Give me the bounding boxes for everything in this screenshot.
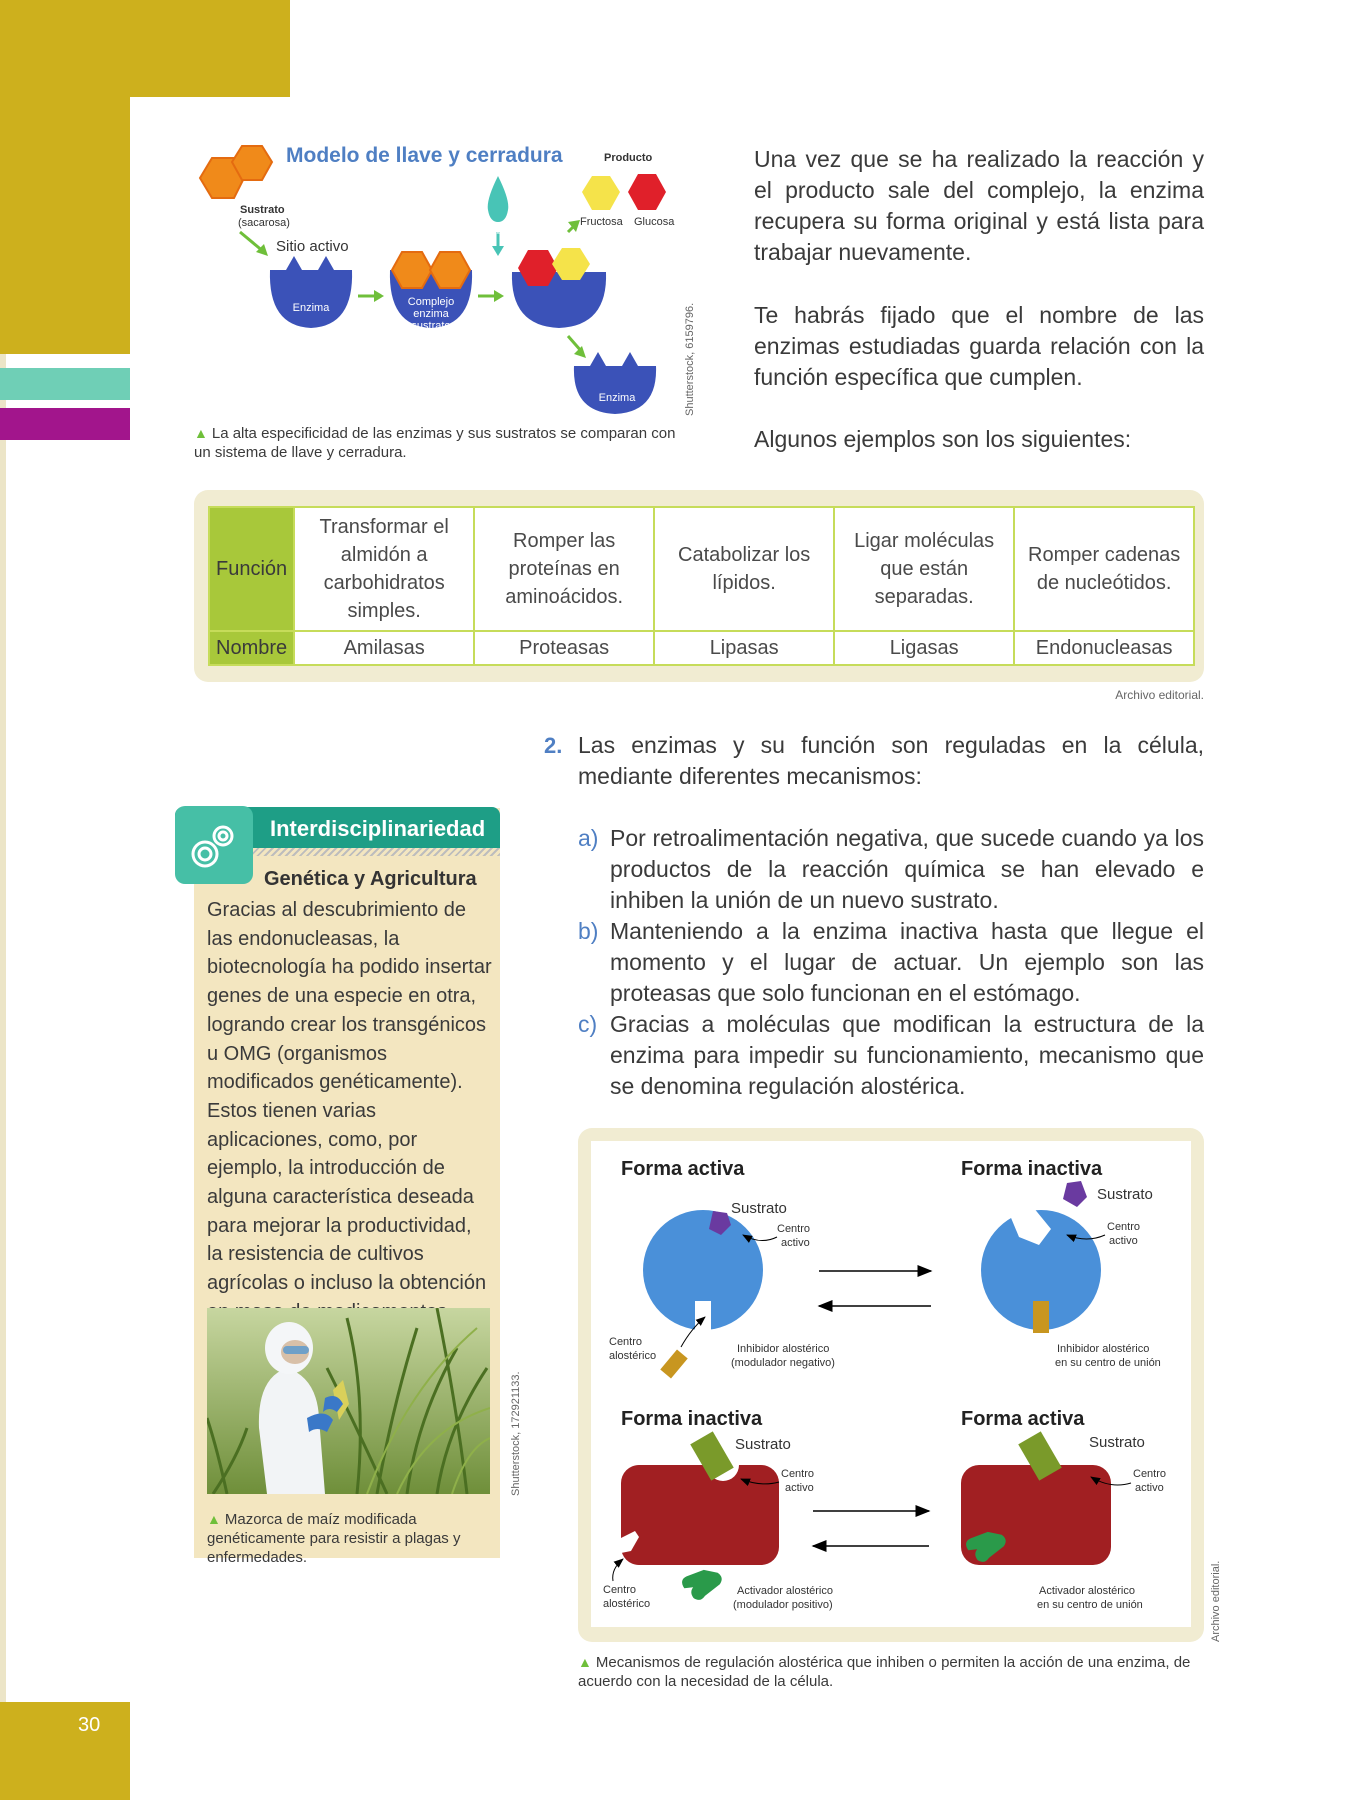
table-cell-function: Transformar el almidón a carbohidratos simples. xyxy=(294,507,474,631)
label-activador-2: (modulador positivo) xyxy=(733,1599,833,1611)
gold-corner-band-top xyxy=(0,0,290,97)
complex-substrate-hex-right xyxy=(430,252,470,288)
table-cell-name: Lipasas xyxy=(654,631,834,665)
label-inhibidor-1: Inhibidor alostérico xyxy=(737,1343,830,1355)
table-cell-function: Romper cadenas de nucleótidos. xyxy=(1014,507,1194,631)
label-centro-activo-br-1: Centro xyxy=(1133,1468,1167,1480)
lock-key-title: Modelo de llave y cerradura xyxy=(286,144,563,167)
table-cell-name: Proteasas xyxy=(474,631,654,665)
bottom-right-title: Forma activa xyxy=(961,1408,1085,1430)
figure1-caption: ▲ La alta especificidad de las enzimas y sus sustratos se comparan con un sistema de llave y cerradura. xyxy=(194,425,676,461)
label-sustrato: Sustrato xyxy=(240,204,285,216)
label-centro-activo-bl-2: activo xyxy=(785,1482,814,1494)
caption-triangle-icon: ▲ xyxy=(207,1511,221,1527)
caption-triangle-icon: ▲ xyxy=(578,1654,592,1670)
label-activador-union-1: Activador alostérico xyxy=(1039,1585,1135,1597)
table-cell-function: Catabolizar los lípidos. xyxy=(654,507,834,631)
allosteric-diagram xyxy=(591,1141,1191,1627)
item-c-text: Gracias a moléculas que modifican la estructura de la enzima para impedir su funcionamiento, mecanismo que se denomina regulación alostérica. xyxy=(610,1011,1204,1099)
label-activador-union-2: en su centro de unión xyxy=(1037,1599,1143,1611)
concentric-circles-icon xyxy=(175,806,253,884)
gold-side-band xyxy=(0,97,130,354)
point-2-number: 2. xyxy=(544,733,563,758)
label-centro-activo-tl-1: Centro xyxy=(777,1223,811,1235)
label-centro-activo-tr-1: Centro xyxy=(1107,1221,1141,1233)
item-c-letter: c) xyxy=(578,1011,598,1037)
header-hatch-decoration xyxy=(250,848,500,856)
enzyme-table xyxy=(208,506,1195,666)
intro-paragraph-1: Una vez que se ha realizado la reacción y el producto sale del complejo, la enzima recupera su forma original y está lista para trabajar nuevamente. xyxy=(754,146,1204,265)
item-a-text: Por retroalimentación negativa, que sucede cuando ya los productos de la reacción química se han elevado e inhiben la unión de un nuevo sustrato. xyxy=(610,825,1204,913)
label-inhibidor-union-1: Inhibidor alostérico xyxy=(1057,1343,1150,1355)
label-inhibidor-2: (modulador negativo) xyxy=(731,1357,835,1369)
page-number: 30 xyxy=(78,1714,101,1736)
inhibitor-molecule xyxy=(660,1350,687,1379)
label-producto: Producto xyxy=(604,152,653,164)
complex-substrate-hex-left xyxy=(392,252,432,288)
label-glucosa: Glucosa xyxy=(634,216,675,228)
caption-triangle-icon: ▲ xyxy=(194,425,208,441)
label-centro-alosterico-bl-2: alostérico xyxy=(603,1598,651,1610)
photo-credit: Shutterstock, 172921133. xyxy=(510,1371,522,1496)
row-label-nombre: Nombre xyxy=(209,631,294,665)
enzyme-table-panel xyxy=(194,490,1204,682)
red-enzyme-inactive xyxy=(621,1465,779,1565)
table-cell-function: Ligar moléculas que están separadas. xyxy=(834,507,1014,631)
enzyme-1-shape xyxy=(270,256,352,328)
scientist-corn-illustration xyxy=(207,1308,490,1494)
table-credit: Archivo editorial. xyxy=(1115,688,1204,702)
label-centro-activo-tl-2: activo xyxy=(781,1237,810,1249)
point-2-text: Las enzimas y su función son reguladas en la célula, mediante diferentes mecanismos: xyxy=(578,732,1204,789)
label-centro-activo-br-2: activo xyxy=(1135,1482,1164,1494)
label-complejo: Complejo enzima sustrato xyxy=(407,296,455,332)
label-centro-alosterico-tl-2: alostérico xyxy=(609,1350,657,1362)
item-b-letter: b) xyxy=(578,918,599,944)
label-sustrato-br: Sustrato xyxy=(1089,1434,1145,1451)
table-cell-name: Endonucleasas xyxy=(1014,631,1194,665)
magenta-stripe xyxy=(0,408,130,440)
label-centro-alosterico-tl-1: Centro xyxy=(609,1336,643,1348)
purple-substrate-free xyxy=(1063,1181,1087,1207)
product-glucose xyxy=(628,174,666,210)
label-sustrato-tl: Sustrato xyxy=(731,1200,787,1217)
label-centro-alosterico-bl-1: Centro xyxy=(603,1584,637,1596)
intro-paragraph-3: Algunos ejemplos son los siguientes: xyxy=(754,426,1132,452)
label-enzima-1: Enzima xyxy=(292,302,330,314)
label-centro-activo-bl-1: Centro xyxy=(781,1468,815,1480)
label-fructosa: Fructosa xyxy=(580,216,623,228)
figure2-caption: ▲ Mecanismos de regulación alostérica que inhiben o permiten la acción de una enzima, de acuerdo con la necesidad de la célula. xyxy=(578,1654,1191,1690)
activator-molecule xyxy=(678,1562,724,1605)
item-b-text: Manteniendo a la enzima inactiva hasta que llegue el momento y el lugar de actuar. Un ejemplo son las proteasas que solo funcionan en el estómago. xyxy=(610,918,1204,1006)
item-a-letter: a) xyxy=(578,825,599,851)
label-activador-1: Activador alostérico xyxy=(737,1585,833,1597)
inhibitor-in-site xyxy=(1033,1301,1049,1333)
top-right-title: Forma inactiva xyxy=(961,1158,1103,1180)
label-inhibidor-union-2: en su centro de unión xyxy=(1055,1357,1161,1369)
interdisciplinary-subtitle: Genética y Agricultura xyxy=(264,868,477,890)
teal-stripe xyxy=(0,368,130,400)
enzyme-4-shape xyxy=(574,352,656,414)
intro-paragraph-2: Te habrás fijado que el nombre de las enzimas estudiadas guarda relación con la función específica que cumplen. xyxy=(754,302,1204,390)
label-enzima-2: Enzima xyxy=(598,392,636,404)
interdisciplinary-title: Interdisciplinariedad xyxy=(270,816,486,841)
row-label-funcion: Función xyxy=(209,507,294,631)
figure1-credit: Shutterstock, 6159796. xyxy=(684,302,696,416)
product-fructose xyxy=(582,176,620,210)
gmo-corn-photo xyxy=(207,1308,490,1494)
table-row-function xyxy=(209,507,1194,631)
interdisciplinary-text: Gracias al descubrimiento de las endonucleasas, la biotecnología ha podido insertar genes de una especie en otra, logrando crear los transgénicos u OMG (organismos modificados genéticamente). Estos tienen varias aplicaciones, como, por ejemplo, la introducción de alguna característica deseada para mejorar la productividad, la resistencia de cultivos agrícolas o incluso la obtención xyxy=(207,899,492,1295)
label-h2o: H₂O xyxy=(488,224,510,236)
figure2-credit: Archivo editorial. xyxy=(1210,1560,1222,1642)
allosteric-slot-open xyxy=(695,1301,711,1333)
photo-caption: ▲ Mazorca de maíz modificada genéticamente para resistir a plagas y enfermedades. xyxy=(207,1511,461,1566)
table-cell-name: Amilasas xyxy=(294,631,474,665)
label-sustrato-tr: Sustrato xyxy=(1097,1186,1153,1203)
label-centro-activo-tr-2: activo xyxy=(1109,1235,1138,1247)
label-sustrato-bl: Sustrato xyxy=(735,1436,791,1453)
lock-key-diagram xyxy=(190,140,710,420)
label-sacarosa: (sacarosa) xyxy=(238,217,290,229)
table-row-name xyxy=(209,631,1194,665)
bottom-left-title: Forma inactiva xyxy=(621,1408,763,1430)
water-drop xyxy=(488,176,509,222)
table-cell-function: Romper las proteínas en aminoácidos. xyxy=(474,507,654,631)
lock-key-figure xyxy=(190,140,710,420)
interdisciplinary-icon xyxy=(175,806,253,884)
top-left-title: Forma activa xyxy=(621,1158,745,1180)
label-sitio-activo: Sitio activo xyxy=(276,238,349,255)
gold-footer-band xyxy=(0,1702,130,1800)
table-cell-name: Ligasas xyxy=(834,631,1014,665)
